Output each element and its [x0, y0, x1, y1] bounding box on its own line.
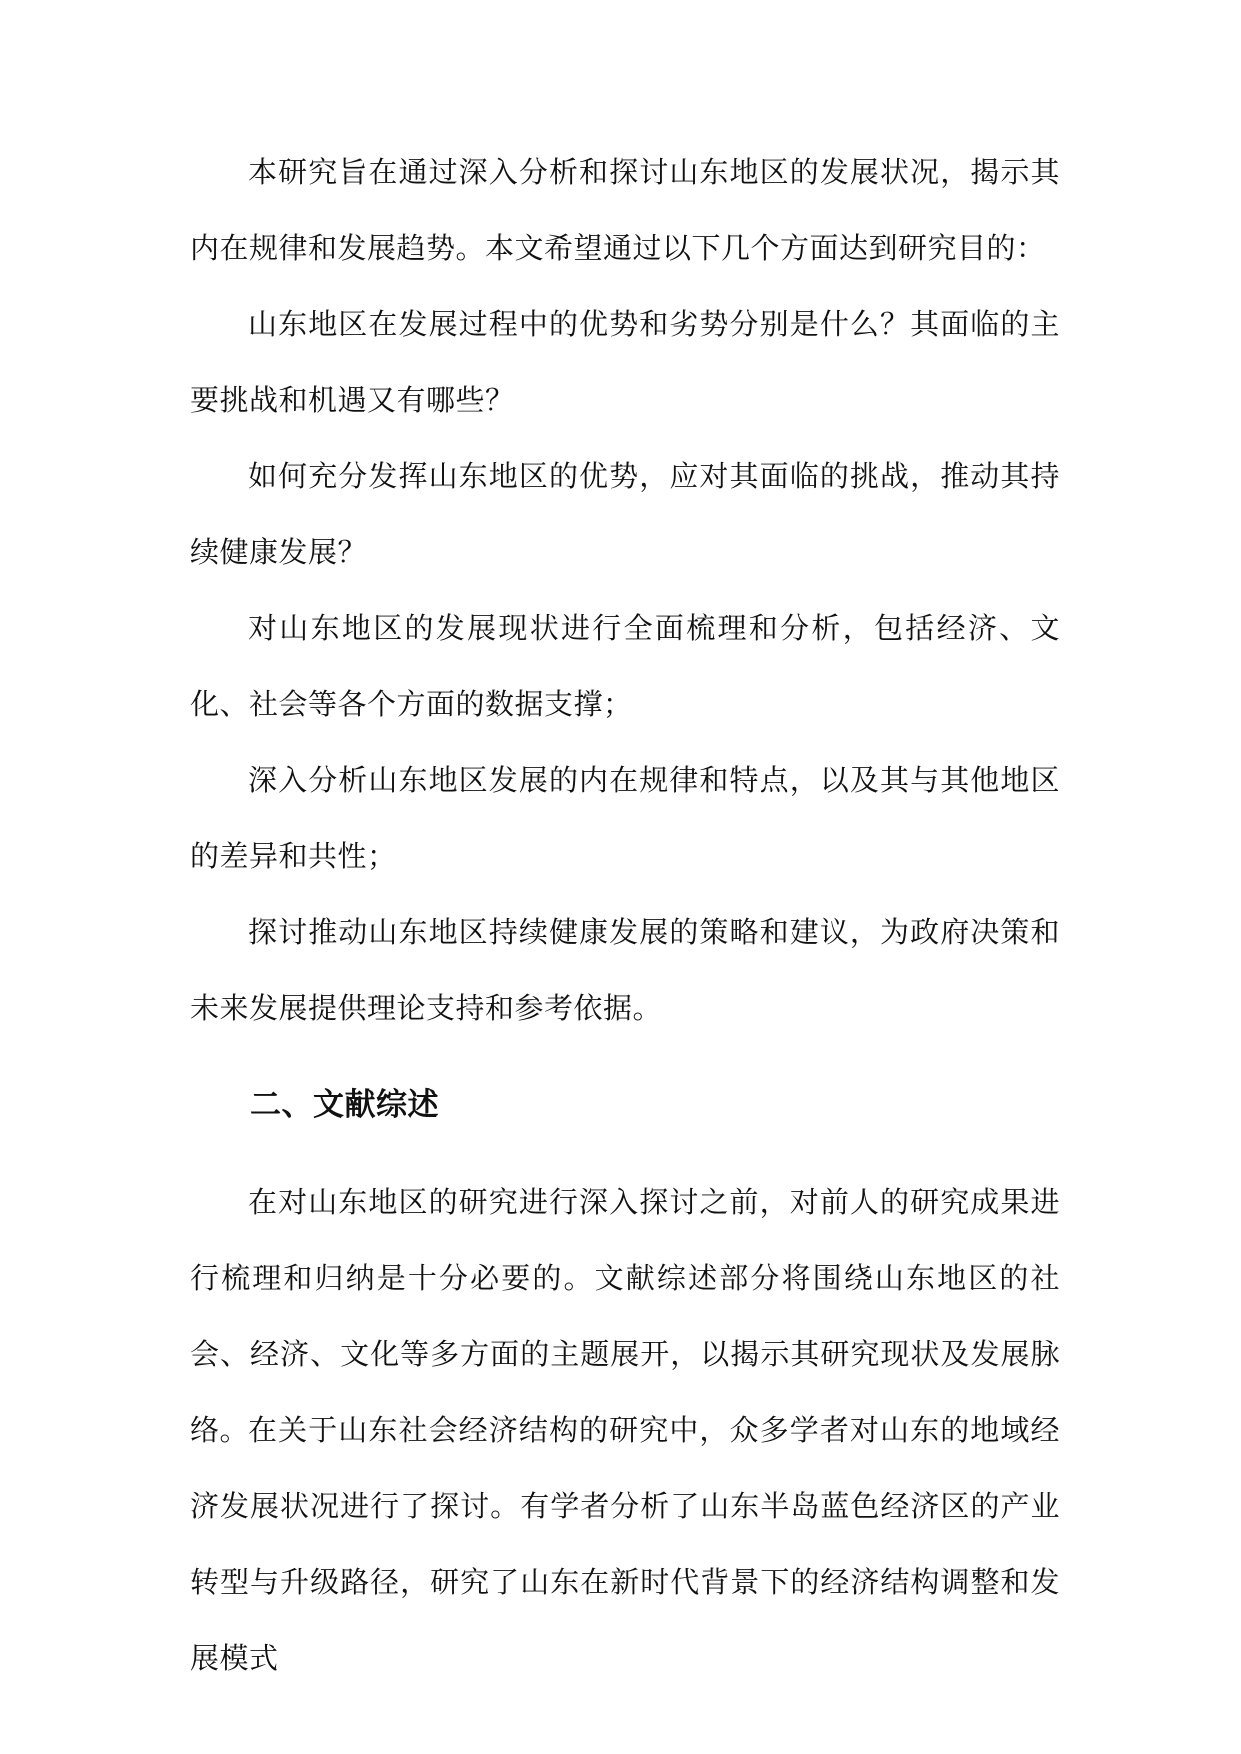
paragraph-question-development: 如何充分发挥山东地区的优势，应对其面临的挑战，推动其持续健康发展？ — [190, 459, 1060, 569]
section-heading-literature-review: 二、文献综述 — [250, 1087, 439, 1123]
paragraph-literature-intro: 在对山东地区的研究进行深入探讨之前，对前人的研究成果进行梳理和归纳是十分必要的。文献综述部分将围绕山东地区的社会、经济、文化等多方面的主题展开，以揭示其研究现状及发展脉络。 — [190, 1185, 1060, 1447]
paragraph-economic-structure: 在关于山东社会经济结构的研究中，众多学者对山东的地域经济发展状况进行了探讨。有学者分析了山东半岛蓝色经济区的产业转型与升级路径，研究了山东在新时代背景下的经济结构调整和发展模式 — [190, 1413, 1060, 1675]
paragraph-goal-strategies: 探讨推动山东地区持续健康发展的策略和建议，为政府决策和未来发展提供理论支持和参考依据。 — [190, 915, 1060, 1025]
paragraph-goal-status-analysis: 对山东地区的发展现状进行全面梳理和分析，包括经济、文化、社会等各个方面的数据支撑； — [190, 611, 1060, 721]
paragraph-research-purpose: 本研究旨在通过深入分析和探讨山东地区的发展状况，揭示其内在规律和发展趋势。本文希望通过以下几个方面达到研究目的： — [190, 155, 1060, 265]
paragraph-question-strengths: 山东地区在发展过程中的优势和劣势分别是什么？其面临的主要挑战和机遇又有哪些？ — [190, 307, 1060, 417]
paragraph-goal-patterns: 深入分析山东地区发展的内在规律和特点，以及其与其他地区的差异和共性； — [190, 763, 1060, 873]
